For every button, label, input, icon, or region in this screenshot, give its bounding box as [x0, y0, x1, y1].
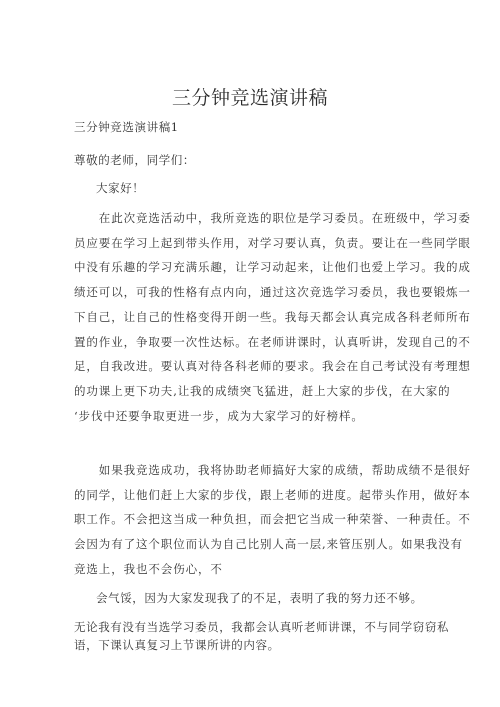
paragraph-line: 语，下课认真复习上节课所讲的内容。 — [74, 638, 280, 652]
paragraph-3: 会气馁，因为大家发现我了的不足，表明了我的努力还不够。 — [96, 591, 423, 605]
paragraph-line: 会因为有了这个职位而认为自己比别人高一层,来管压别人。如果我没有 — [74, 537, 463, 552]
paragraph-line: 置的作业，争取要一次性达标。在老师讲课时，认真听讲，发现自己的不 — [74, 334, 471, 349]
paragraph-line: 员应要在学习上起到带头作用，对学习要认真，负责。要让在一些同学眼 — [74, 235, 471, 250]
paragraph-1 — [74, 206, 471, 428]
paragraph-line: 无论我有没有当选学习委员，我都会认真听老师讲课，不与同学窃窃私 — [74, 620, 450, 634]
greeting: 大家好！ — [96, 181, 145, 195]
paragraph-line: 下自己，让自己的性格变得开朗一些。我每天都会认真完成各科老师所布 — [74, 309, 471, 324]
paragraph-line: ‘步伐中还要争取更进一步，成为大家学习的好榜样。 — [74, 408, 364, 423]
document-title: 三分钟竞选演讲稿 — [171, 87, 328, 109]
paragraph-2 — [74, 458, 471, 582]
paragraph-line: 的功课上更下功夫,让我的成绩突飞猛进，赶上大家的步伐，在大家的 — [74, 383, 451, 398]
paragraph-line: 在此次竞选活动中，我所竞选的职位是学习委员。在班级中，学习委 — [74, 211, 471, 225]
paragraph-line: 如果我竞选成功，我将协助老师搞好大家的成绩，帮助成绩不是很好 — [74, 463, 471, 477]
paragraph-line: 的同学，让他们赶上大家的步伐，跟上老师的进度。起带头作用，做好本 — [74, 487, 471, 502]
paragraph-4 — [74, 618, 450, 654]
document-subtitle: 三分钟竞选演讲稿1 — [74, 120, 179, 134]
paragraph-line: 足，自我改进。要认真对待各科老师的要求。我会在自己考试没有考理想 — [74, 359, 471, 374]
salutation: 尊敬的老师，同学们： — [74, 153, 195, 167]
paragraph-line: 职工作。不会把这当成一种负担，而会把它当成一种荣誉、一种责任。不 — [74, 512, 471, 527]
paragraph-line: 中没有乐趣的学习充满乐趣，让学习动起来，让他们也爱上学习。我的成 — [74, 260, 471, 275]
paragraph-line: 绩还可以，可我的性格有点内向，通过这次竞选学习委员，我也要锻炼一 — [74, 285, 471, 300]
paragraph-line: 竞选上，我也不会伤心，不 — [74, 561, 223, 576]
